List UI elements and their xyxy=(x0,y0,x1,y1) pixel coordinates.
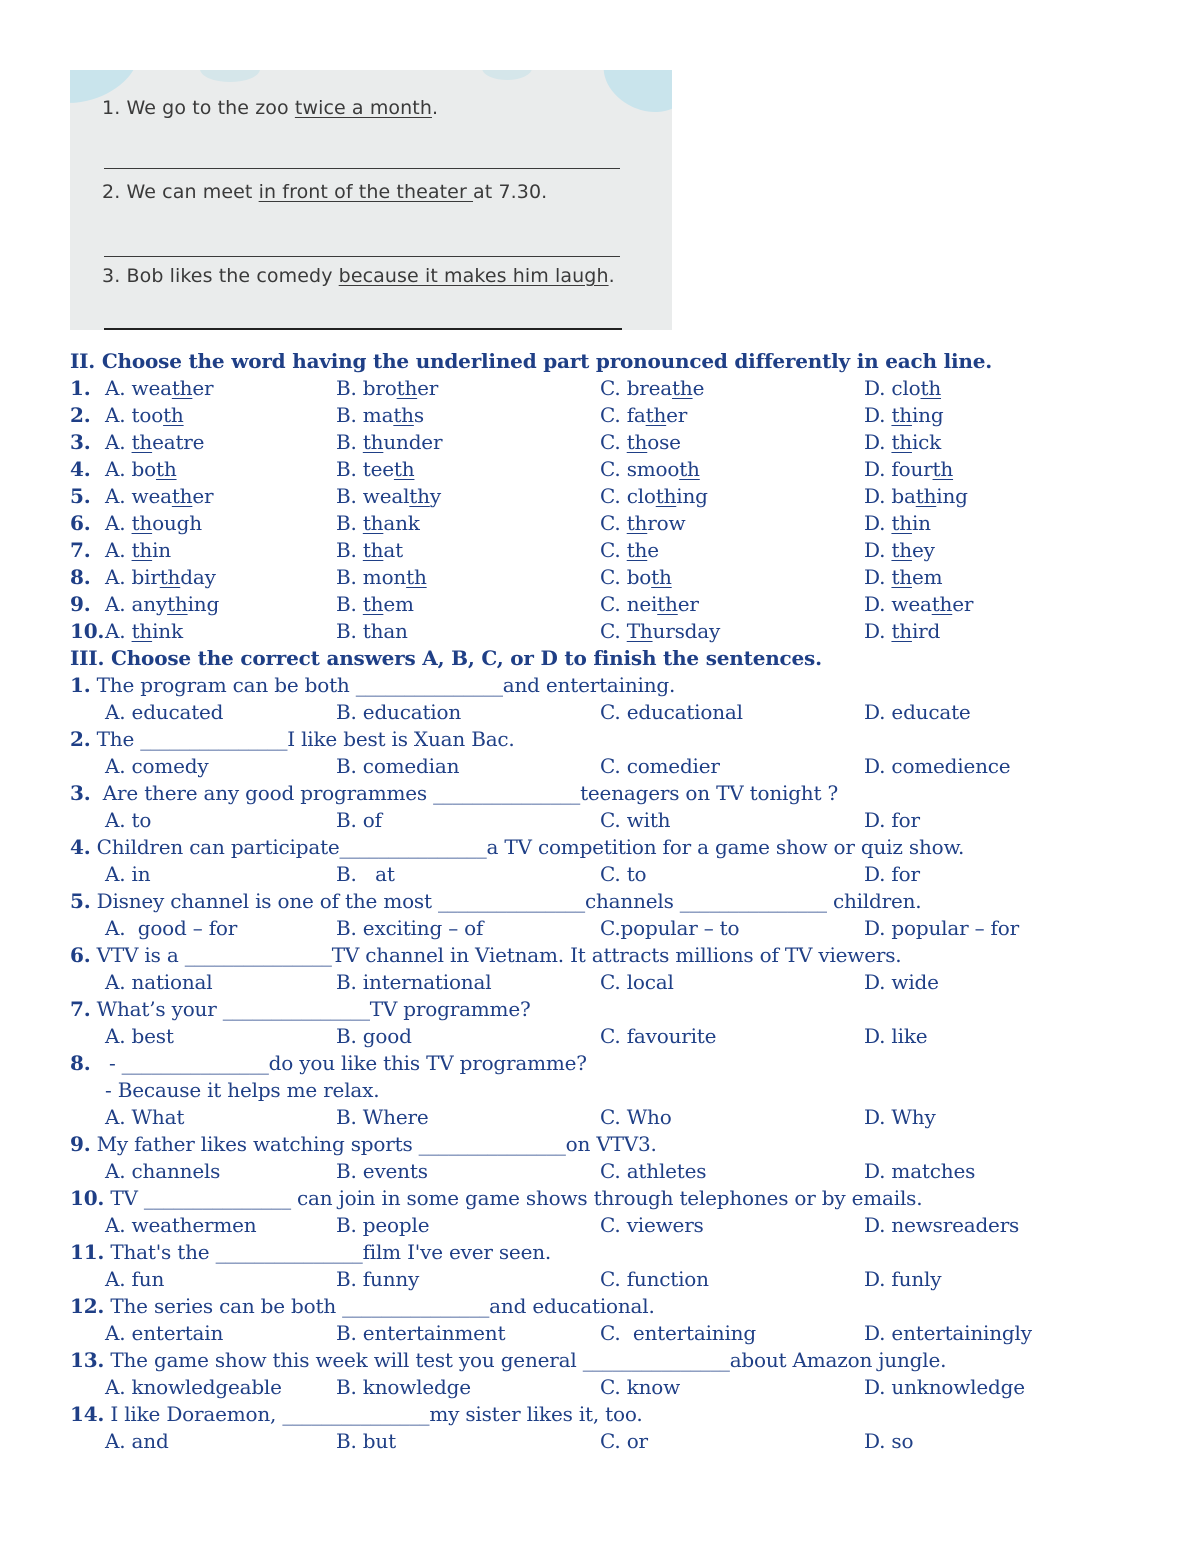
answer-option[interactable]: D. like xyxy=(864,1024,928,1048)
underlined-part: th xyxy=(131,511,153,535)
question-line xyxy=(70,1401,643,1428)
answer-option[interactable] xyxy=(105,402,184,429)
underlined-part: th xyxy=(362,592,384,616)
option-text: C. xyxy=(600,619,627,643)
question-number: 7. xyxy=(70,538,91,562)
answer-option[interactable] xyxy=(600,564,672,591)
answer-option[interactable]: D. newsreaders xyxy=(864,1213,1020,1237)
underlined-part: th xyxy=(626,538,648,562)
option-text: D. xyxy=(864,430,892,454)
answer-option[interactable]: B. of xyxy=(336,808,382,832)
answer-option[interactable]: B. entertainment xyxy=(336,1321,506,1345)
question-line xyxy=(70,672,675,699)
answer-option[interactable]: A. to xyxy=(105,808,152,832)
answer-option[interactable]: A. in xyxy=(105,862,151,886)
question-line xyxy=(70,1131,657,1158)
answer-option[interactable]: B. good xyxy=(336,1024,412,1048)
question-number: 2. xyxy=(70,727,91,751)
answer-option[interactable]: C. viewers xyxy=(600,1213,704,1237)
question-number: 10. xyxy=(70,1186,105,1210)
option-text: C. fa xyxy=(600,403,646,427)
option-text: e xyxy=(692,376,705,400)
answer-option[interactable] xyxy=(105,456,177,483)
decorative-shape xyxy=(482,70,532,80)
option-text: ose xyxy=(647,430,681,454)
question-number: 5. xyxy=(70,889,91,913)
option-text: C. xyxy=(600,511,627,535)
option-text: B. xyxy=(336,430,363,454)
underlined-part: th xyxy=(163,403,184,427)
option-text: er xyxy=(192,376,214,400)
answer-option[interactable] xyxy=(105,429,204,456)
question-text: That's the _______________film I've ever seen. xyxy=(104,1240,552,1264)
question-number: 7. xyxy=(70,997,91,1021)
answer-option[interactable] xyxy=(105,618,183,645)
question-line xyxy=(70,942,901,969)
underlined-part: th xyxy=(171,376,193,400)
underlined-part: th xyxy=(679,457,700,481)
underlined-part: th xyxy=(920,376,942,400)
option-text: s xyxy=(413,403,424,427)
question-number: 3. xyxy=(70,781,91,805)
question-text: The series can be both _______________and educational. xyxy=(104,1294,655,1318)
answer-option[interactable]: D. for xyxy=(864,862,920,886)
question-number: 1. xyxy=(70,673,91,697)
option-text: ursday xyxy=(652,619,721,643)
answer-option[interactable] xyxy=(600,429,681,456)
option-text: A. xyxy=(105,430,132,454)
answer-option[interactable] xyxy=(105,537,171,564)
answer-option[interactable]: B. events xyxy=(336,1159,428,1183)
option-text: D. xyxy=(864,565,892,589)
pronunciation-row xyxy=(70,375,942,402)
option-text: ing xyxy=(911,403,944,427)
option-text: A. bo xyxy=(105,457,157,481)
underlined-part: Th xyxy=(626,619,653,643)
answer-option[interactable]: B. at xyxy=(336,862,395,886)
answer-option[interactable]: C. function xyxy=(600,1267,709,1291)
option-text: A. xyxy=(105,511,132,535)
question-text: VTV is a _______________TV channel in Vietnam. It attracts millions of TV viewers. xyxy=(90,943,902,967)
question-text: I like Doraemon, _______________my sister likes it, too. xyxy=(104,1402,643,1426)
question-line xyxy=(70,1239,551,1266)
question-line xyxy=(70,834,964,861)
underlined-part: th xyxy=(159,565,181,589)
option-text: A. xyxy=(105,538,132,562)
question-number: 6. xyxy=(70,943,91,967)
underlined-part: th xyxy=(891,403,912,427)
option-text: ey xyxy=(911,538,935,562)
answer-option[interactable]: D. wide xyxy=(864,970,939,994)
question-line xyxy=(70,780,838,807)
answer-option[interactable]: D. matches xyxy=(864,1159,976,1183)
answer-option[interactable] xyxy=(600,537,659,564)
pronunciation-row xyxy=(70,483,968,510)
option-text: C. smoo xyxy=(600,457,680,481)
answer-option[interactable] xyxy=(864,537,935,564)
rewrite-sentence-2: 2. We can meet in front of the theater at 7.30. xyxy=(102,181,548,203)
option-text: C. bo xyxy=(600,565,652,589)
question-text: My father likes watching sports _______________on VTV3. xyxy=(90,1132,657,1156)
underlined-part: th xyxy=(915,484,937,508)
answer-option[interactable] xyxy=(864,429,941,456)
option-text: B. weal xyxy=(336,484,410,508)
answer-line xyxy=(104,168,620,169)
option-text: B. bro xyxy=(336,376,397,400)
answer-option[interactable] xyxy=(600,402,687,429)
underlined-part: th xyxy=(131,619,153,643)
answer-option[interactable]: D. for xyxy=(864,808,920,832)
option-text: ing xyxy=(676,484,708,508)
question-number: 9. xyxy=(70,592,91,616)
option-text: A. wea xyxy=(105,484,172,508)
option-text: er xyxy=(417,376,439,400)
answer-option[interactable] xyxy=(336,510,420,537)
option-text: ing xyxy=(187,592,220,616)
answer-option[interactable] xyxy=(105,483,213,510)
answer-option[interactable]: B. Where xyxy=(336,1105,429,1129)
underlined-part: th xyxy=(655,484,677,508)
answer-option[interactable]: C. educational xyxy=(600,700,743,724)
underlined-part: th xyxy=(171,484,193,508)
answer-option[interactable]: D. entertainingly xyxy=(864,1321,1032,1345)
answer-option[interactable] xyxy=(864,375,941,402)
option-text: B. tee xyxy=(336,457,394,481)
option-text: ing xyxy=(936,484,968,508)
underlined-part: th xyxy=(393,403,414,427)
question-text: The _______________I like best is Xuan Bac. xyxy=(90,727,515,751)
answer-option[interactable]: C. know xyxy=(600,1375,681,1399)
option-text: B. than xyxy=(336,619,408,643)
rewrite-sentence-3: 3. Bob likes the comedy because it makes him laugh. xyxy=(102,265,615,287)
option-text: C. xyxy=(600,430,627,454)
answer-option[interactable]: B. funny xyxy=(336,1267,420,1291)
option-text: em xyxy=(911,565,943,589)
answer-option[interactable]: D. unknowledge xyxy=(864,1375,1025,1399)
question-number: 10. xyxy=(70,619,105,643)
answer-option[interactable] xyxy=(600,591,699,618)
underlined-part: th xyxy=(891,538,912,562)
answer-option[interactable]: B. exciting – of xyxy=(336,916,484,940)
underlined-part: th xyxy=(131,538,153,562)
answer-option[interactable] xyxy=(600,510,685,537)
answer-option[interactable] xyxy=(105,564,216,591)
answer-option[interactable] xyxy=(105,591,219,618)
question-number: 4. xyxy=(70,457,91,481)
question-number: 14. xyxy=(70,1402,105,1426)
question-number: 13. xyxy=(70,1348,105,1372)
underlined-part: th xyxy=(931,592,953,616)
question-text: - _______________do you like this TV programme? xyxy=(90,1051,587,1075)
underlined-part: th xyxy=(156,457,177,481)
option-text: in xyxy=(911,511,931,535)
rewrite-sentence-1: 1. We go to the zoo twice a month. xyxy=(102,97,439,119)
answer-option[interactable]: C. to xyxy=(600,862,647,886)
option-text: C. xyxy=(600,538,627,562)
answer-option[interactable]: A. good – for xyxy=(105,916,238,940)
answer-option[interactable]: D. so xyxy=(864,1429,914,1453)
pronunciation-row xyxy=(70,591,974,618)
option-text: A. bir xyxy=(105,565,160,589)
option-text: A. too xyxy=(105,403,164,427)
answer-option[interactable]: D. Why xyxy=(864,1105,936,1129)
answer-option[interactable]: B. international xyxy=(336,970,492,994)
answer-option[interactable]: A. fun xyxy=(105,1267,165,1291)
answer-line xyxy=(104,256,620,257)
question-line xyxy=(70,1347,946,1374)
option-text: y xyxy=(429,484,441,508)
answer-option[interactable] xyxy=(105,510,202,537)
answer-option[interactable] xyxy=(600,456,700,483)
option-text: D. xyxy=(864,619,892,643)
option-text: C. nei xyxy=(600,592,658,616)
answer-option[interactable]: A. What xyxy=(105,1105,185,1129)
underlined-part: th xyxy=(393,457,415,481)
option-text: B. xyxy=(336,592,363,616)
question-text: The game show this week will test you general _______________about Amazon jungle. xyxy=(104,1348,947,1372)
underlined-part: th xyxy=(406,565,427,589)
option-text: day xyxy=(180,565,216,589)
pronunciation-row xyxy=(70,618,941,645)
question-line xyxy=(70,1293,655,1320)
answer-option[interactable] xyxy=(864,591,973,618)
question-number: 8. xyxy=(70,1051,91,1075)
underlined-part: th xyxy=(891,619,912,643)
question-number: 8. xyxy=(70,565,91,589)
answer-option[interactable]: C. entertaining xyxy=(600,1321,756,1345)
question-number: 11. xyxy=(70,1240,105,1264)
question-number: 9. xyxy=(70,1132,91,1156)
underlined-part: th xyxy=(891,430,912,454)
underlined-part: th xyxy=(672,376,693,400)
question-number: 6. xyxy=(70,511,91,535)
underlined-part: th xyxy=(626,511,648,535)
answer-option[interactable] xyxy=(336,429,442,456)
answer-option[interactable]: A. comedy xyxy=(105,754,209,778)
underlined-part: th xyxy=(657,592,678,616)
underlined-part: th xyxy=(409,484,430,508)
question-line xyxy=(70,1050,587,1077)
answer-option[interactable] xyxy=(336,483,441,510)
question-line xyxy=(70,996,530,1023)
answer-option[interactable] xyxy=(336,591,414,618)
underlined-part: th xyxy=(362,511,384,535)
answer-option[interactable] xyxy=(105,375,213,402)
question-number: 4. xyxy=(70,835,91,859)
answer-option[interactable] xyxy=(336,537,403,564)
pronunciation-row xyxy=(70,564,943,591)
option-text: D. clo xyxy=(864,376,921,400)
answer-option[interactable]: A. best xyxy=(105,1024,174,1048)
question-text: What’s your _______________TV programme? xyxy=(90,997,531,1021)
answer-option[interactable]: D. educate xyxy=(864,700,971,724)
option-text: A. xyxy=(105,619,132,643)
pronunciation-row xyxy=(70,537,935,564)
answer-option[interactable]: A. weathermen xyxy=(105,1213,257,1237)
answer-option[interactable]: C. favourite xyxy=(600,1024,717,1048)
section-3-heading: III. Choose the correct answers A, B, C, or D to finish the sentences. xyxy=(70,646,822,670)
answer-option[interactable] xyxy=(600,483,708,510)
decorative-shape xyxy=(591,70,672,126)
option-text: ough xyxy=(152,511,202,535)
answer-option[interactable] xyxy=(600,618,720,645)
answer-option[interactable]: C.popular – to xyxy=(600,916,740,940)
answer-option[interactable]: A. knowledgeable xyxy=(105,1375,282,1399)
option-text: row xyxy=(647,511,686,535)
answer-option[interactable]: A. educated xyxy=(105,700,224,724)
answer-option[interactable]: B. knowledge xyxy=(336,1375,471,1399)
option-text: er xyxy=(192,484,214,508)
answer-option[interactable]: C. Who xyxy=(600,1105,672,1129)
answer-option[interactable] xyxy=(336,402,424,429)
underlined-part: th xyxy=(645,403,667,427)
question-text: Children can participate_______________a TV competition for a game show or quiz show. xyxy=(90,835,965,859)
option-text: ink xyxy=(152,619,183,643)
option-text: ank xyxy=(383,511,420,535)
answer-option[interactable]: A. channels xyxy=(105,1159,221,1183)
answer-option[interactable] xyxy=(864,402,943,429)
option-text: at xyxy=(383,538,403,562)
question-line xyxy=(70,888,921,915)
option-text: D. four xyxy=(864,457,933,481)
answer-option[interactable] xyxy=(864,456,953,483)
underlined-part: th xyxy=(131,430,153,454)
answer-option[interactable] xyxy=(864,483,968,510)
option-text: er xyxy=(666,403,688,427)
option-text: em xyxy=(383,592,414,616)
question-number: 3. xyxy=(70,430,91,454)
question-number: 12. xyxy=(70,1294,105,1318)
answer-option[interactable] xyxy=(336,618,408,645)
question-text: The program can be both _______________and entertaining. xyxy=(90,673,676,697)
option-text: B. mon xyxy=(336,565,407,589)
answer-option[interactable]: A. national xyxy=(105,970,213,994)
underlined-part: th xyxy=(396,376,418,400)
underlined-part: th xyxy=(167,592,188,616)
answer-option[interactable]: C. with xyxy=(600,808,671,832)
answer-option[interactable]: B. education xyxy=(336,700,462,724)
answer-option[interactable]: A. entertain xyxy=(105,1321,224,1345)
answer-option[interactable] xyxy=(864,618,940,645)
rewrite-exercise-image xyxy=(70,70,672,330)
option-text: D. xyxy=(864,403,892,427)
question-line xyxy=(70,1185,922,1212)
answer-option[interactable] xyxy=(864,564,942,591)
underlined-part: th xyxy=(362,430,384,454)
option-text: er xyxy=(952,592,974,616)
pronunciation-row xyxy=(70,429,942,456)
answer-option[interactable]: A. and xyxy=(105,1429,169,1453)
decorative-shape xyxy=(200,70,260,82)
option-text: ird xyxy=(911,619,941,643)
answer-option[interactable]: D. funly xyxy=(864,1267,942,1291)
answer-option[interactable]: D. comedience xyxy=(864,754,1011,778)
answer-option[interactable] xyxy=(864,510,931,537)
dialogue-reply: - Because it helps me relax. xyxy=(105,1078,380,1102)
option-text: in xyxy=(152,538,171,562)
question-text: Disney channel is one of the most _______________channels _______________ children. xyxy=(90,889,922,913)
question-number: 1. xyxy=(70,376,91,400)
option-text: er xyxy=(677,592,699,616)
answer-line xyxy=(104,328,622,330)
option-text: D. xyxy=(864,538,892,562)
option-text: D. wea xyxy=(864,592,932,616)
option-text: B. xyxy=(336,511,363,535)
answer-option[interactable]: B. comedian xyxy=(336,754,460,778)
option-text: eatre xyxy=(152,430,205,454)
underlined-part: th xyxy=(626,430,648,454)
option-text: ick xyxy=(911,430,942,454)
answer-option[interactable] xyxy=(336,375,438,402)
option-text: D. ba xyxy=(864,484,916,508)
option-text: A. wea xyxy=(105,376,172,400)
answer-option[interactable]: C. athletes xyxy=(600,1159,707,1183)
answer-option[interactable]: B. people xyxy=(336,1213,430,1237)
underlined-part: th xyxy=(891,511,912,535)
option-text: C. clo xyxy=(600,484,656,508)
underlined-part: th xyxy=(362,538,384,562)
option-text: B. xyxy=(336,538,363,562)
answer-option[interactable]: C. comedier xyxy=(600,754,720,778)
answer-option[interactable] xyxy=(336,564,427,591)
question-line xyxy=(70,726,515,753)
question-text: Are there any good programmes _______________teenagers on TV tonight ? xyxy=(90,781,838,805)
underlined-part: th xyxy=(932,457,954,481)
pronunciation-row xyxy=(70,510,931,537)
answer-option[interactable] xyxy=(336,456,414,483)
section-2-heading: II. Choose the word having the underlined part pronounced differently in each line. xyxy=(70,349,993,373)
option-text: e xyxy=(647,538,659,562)
answer-option[interactable]: B. but xyxy=(336,1429,396,1453)
answer-option[interactable]: C. local xyxy=(600,970,674,994)
pronunciation-row xyxy=(70,402,944,429)
option-text: C. brea xyxy=(600,376,673,400)
option-text: B. ma xyxy=(336,403,394,427)
option-text: under xyxy=(383,430,443,454)
answer-option[interactable] xyxy=(600,375,704,402)
underlined-part: th xyxy=(651,565,672,589)
option-text: A. any xyxy=(105,592,168,616)
answer-option[interactable]: D. popular – for xyxy=(864,916,1019,940)
answer-option[interactable]: C. or xyxy=(600,1429,648,1453)
question-number: 5. xyxy=(70,484,91,508)
option-text: D. xyxy=(864,511,892,535)
question-text: TV _______________ can join in some game shows through telephones or by emails. xyxy=(104,1186,923,1210)
pronunciation-row xyxy=(70,456,954,483)
question-number: 2. xyxy=(70,403,91,427)
underlined-part: th xyxy=(891,565,912,589)
